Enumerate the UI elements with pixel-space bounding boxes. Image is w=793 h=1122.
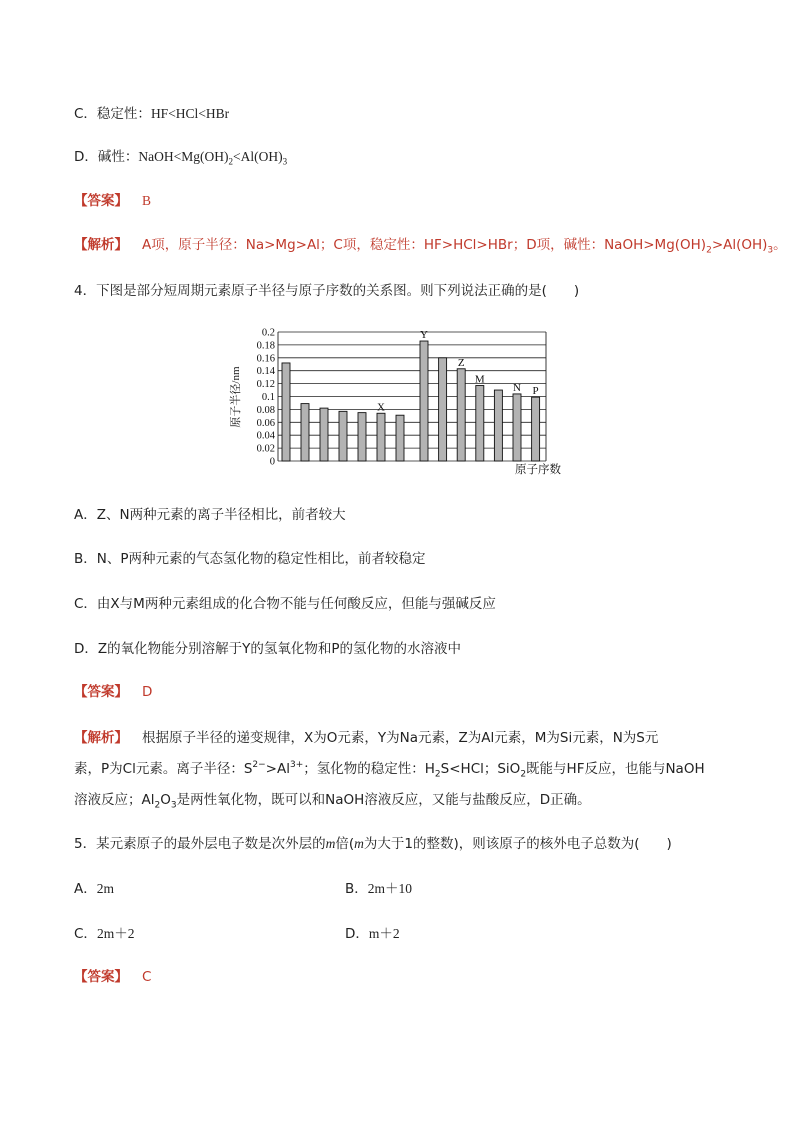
- option-text: HF<HCl<HBr: [150, 106, 230, 121]
- bar: [439, 358, 447, 461]
- explanation-line-3: 溶液反应；$Al_2O_3$是两性氧化物，既可以和NaOH溶液反应，又能与盐酸反应，D正确。: [74, 792, 591, 811]
- chart-gridlines: [278, 332, 546, 461]
- y-tick-label: 0.12: [256, 379, 275, 391]
- option-label: D．碱性：: [74, 149, 139, 165]
- bar: [420, 341, 428, 461]
- answer-tag: 【答案】: [74, 684, 128, 700]
- answer-value: D: [142, 684, 153, 700]
- bar: [396, 415, 404, 461]
- q3-answer: [74, 191, 151, 211]
- bar-label: M: [474, 373, 485, 386]
- bar-label: Y: [420, 329, 428, 342]
- chart-y-axis-label: 原子半径/nm: [230, 366, 242, 428]
- q4-option-a: A．Z、N两种元素的离子半径相比，前者较大: [74, 507, 346, 523]
- q3-explanation: [74, 235, 787, 255]
- q4-answer: [74, 682, 152, 702]
- bar-label: N: [513, 381, 521, 394]
- y-tick-label: 0.16: [256, 353, 275, 365]
- answer-value: C: [142, 969, 152, 985]
- q5-option-a: A．2m: [74, 881, 115, 897]
- q5-option-c: C．2m＋2: [74, 926, 135, 942]
- bar: [339, 411, 347, 461]
- answer-tag: 【答案】: [74, 969, 128, 985]
- q4-stem: 4．下图是部分短周期元素原子半径与原子序数的关系图。则下列说法正确的是( ): [74, 283, 580, 299]
- bar: [282, 363, 290, 461]
- option-label: C．稳定性：: [74, 106, 151, 122]
- bar: [457, 369, 465, 461]
- y-tick-label: 0.08: [256, 404, 275, 416]
- q4-option-d: D．Z的氧化物能分别溶解于Y的氢氧化物和P的氢化物的水溶液中: [74, 641, 462, 657]
- q5-option-d: D．m＋2: [345, 926, 400, 942]
- q4-option-b: B．N、P两种元素的气态氢化物的稳定性相比，前者较稳定: [74, 551, 426, 567]
- y-tick-label: 0.02: [256, 443, 275, 455]
- bar: [532, 397, 540, 461]
- bar: [513, 394, 521, 461]
- atomic-radius-chart: [226, 325, 566, 480]
- q3-option-d: [74, 147, 287, 167]
- chart-x-axis-label: 原子序数: [515, 464, 561, 476]
- bar-label: X: [377, 401, 385, 414]
- bar: [320, 408, 328, 461]
- y-tick-label: 0.04: [256, 430, 275, 442]
- explanation-line-2: 素，P为Cl元素。离子半径：$S^{2-}>Al^{3+}$；氢化物的稳定性：$H_2S<HCl$；SiO$_2$既能与HF反应，也能与NaOH: [74, 759, 705, 780]
- explanation-tag: 【解析】: [74, 730, 128, 746]
- chart-bars: [282, 341, 540, 461]
- q3-option-c: [74, 104, 229, 124]
- chart-y-ticks: [257, 328, 276, 468]
- bar-label: P: [532, 385, 539, 398]
- answer-tag: 【答案】: [74, 193, 128, 209]
- explanation-line-1: 根据原子半径的递变规律，X为O元素，Y为Na元素，Z为Al元素，M为Si元素，N为S元: [142, 730, 659, 746]
- y-tick-label: 0.14: [256, 366, 275, 378]
- option-text: $NaOH<Mg(OH)_2<Al(OH)_3$: [138, 149, 288, 167]
- explanation-text: A项，原子半径：Na>Mg>Al；C项，稳定性：HF>HCl>HBr；D项，碱性：$NaOH>Mg(OH)_2>Al(OH)_3$。: [142, 237, 787, 256]
- bar: [476, 386, 484, 461]
- y-tick-label: 0.18: [256, 340, 275, 352]
- bar: [301, 404, 309, 461]
- q5-stem: 5．某元素原子的最外层电子数是次外层的m倍(m为大于1的整数)，则该原子的核外电子总数为( ): [74, 836, 672, 852]
- bar-label: Z: [457, 356, 465, 369]
- bar: [377, 413, 385, 461]
- answer-value: B: [142, 193, 152, 208]
- bar: [358, 413, 366, 461]
- q5-answer: [74, 967, 151, 987]
- q4-option-c: C．由X与M两种元素组成的化合物不能与任何酸反应，但能与强碱反应: [74, 596, 496, 612]
- explanation-tag: 【解析】: [74, 237, 128, 253]
- y-tick-label: 0.06: [256, 417, 275, 429]
- bar: [494, 390, 502, 461]
- y-tick-label: 0.1: [261, 392, 275, 403]
- y-tick-label: 0: [269, 456, 275, 468]
- q5-option-b: B．2m＋10: [345, 881, 413, 897]
- q4-explanation: [74, 723, 724, 816]
- y-tick-label: 0.2: [261, 327, 275, 339]
